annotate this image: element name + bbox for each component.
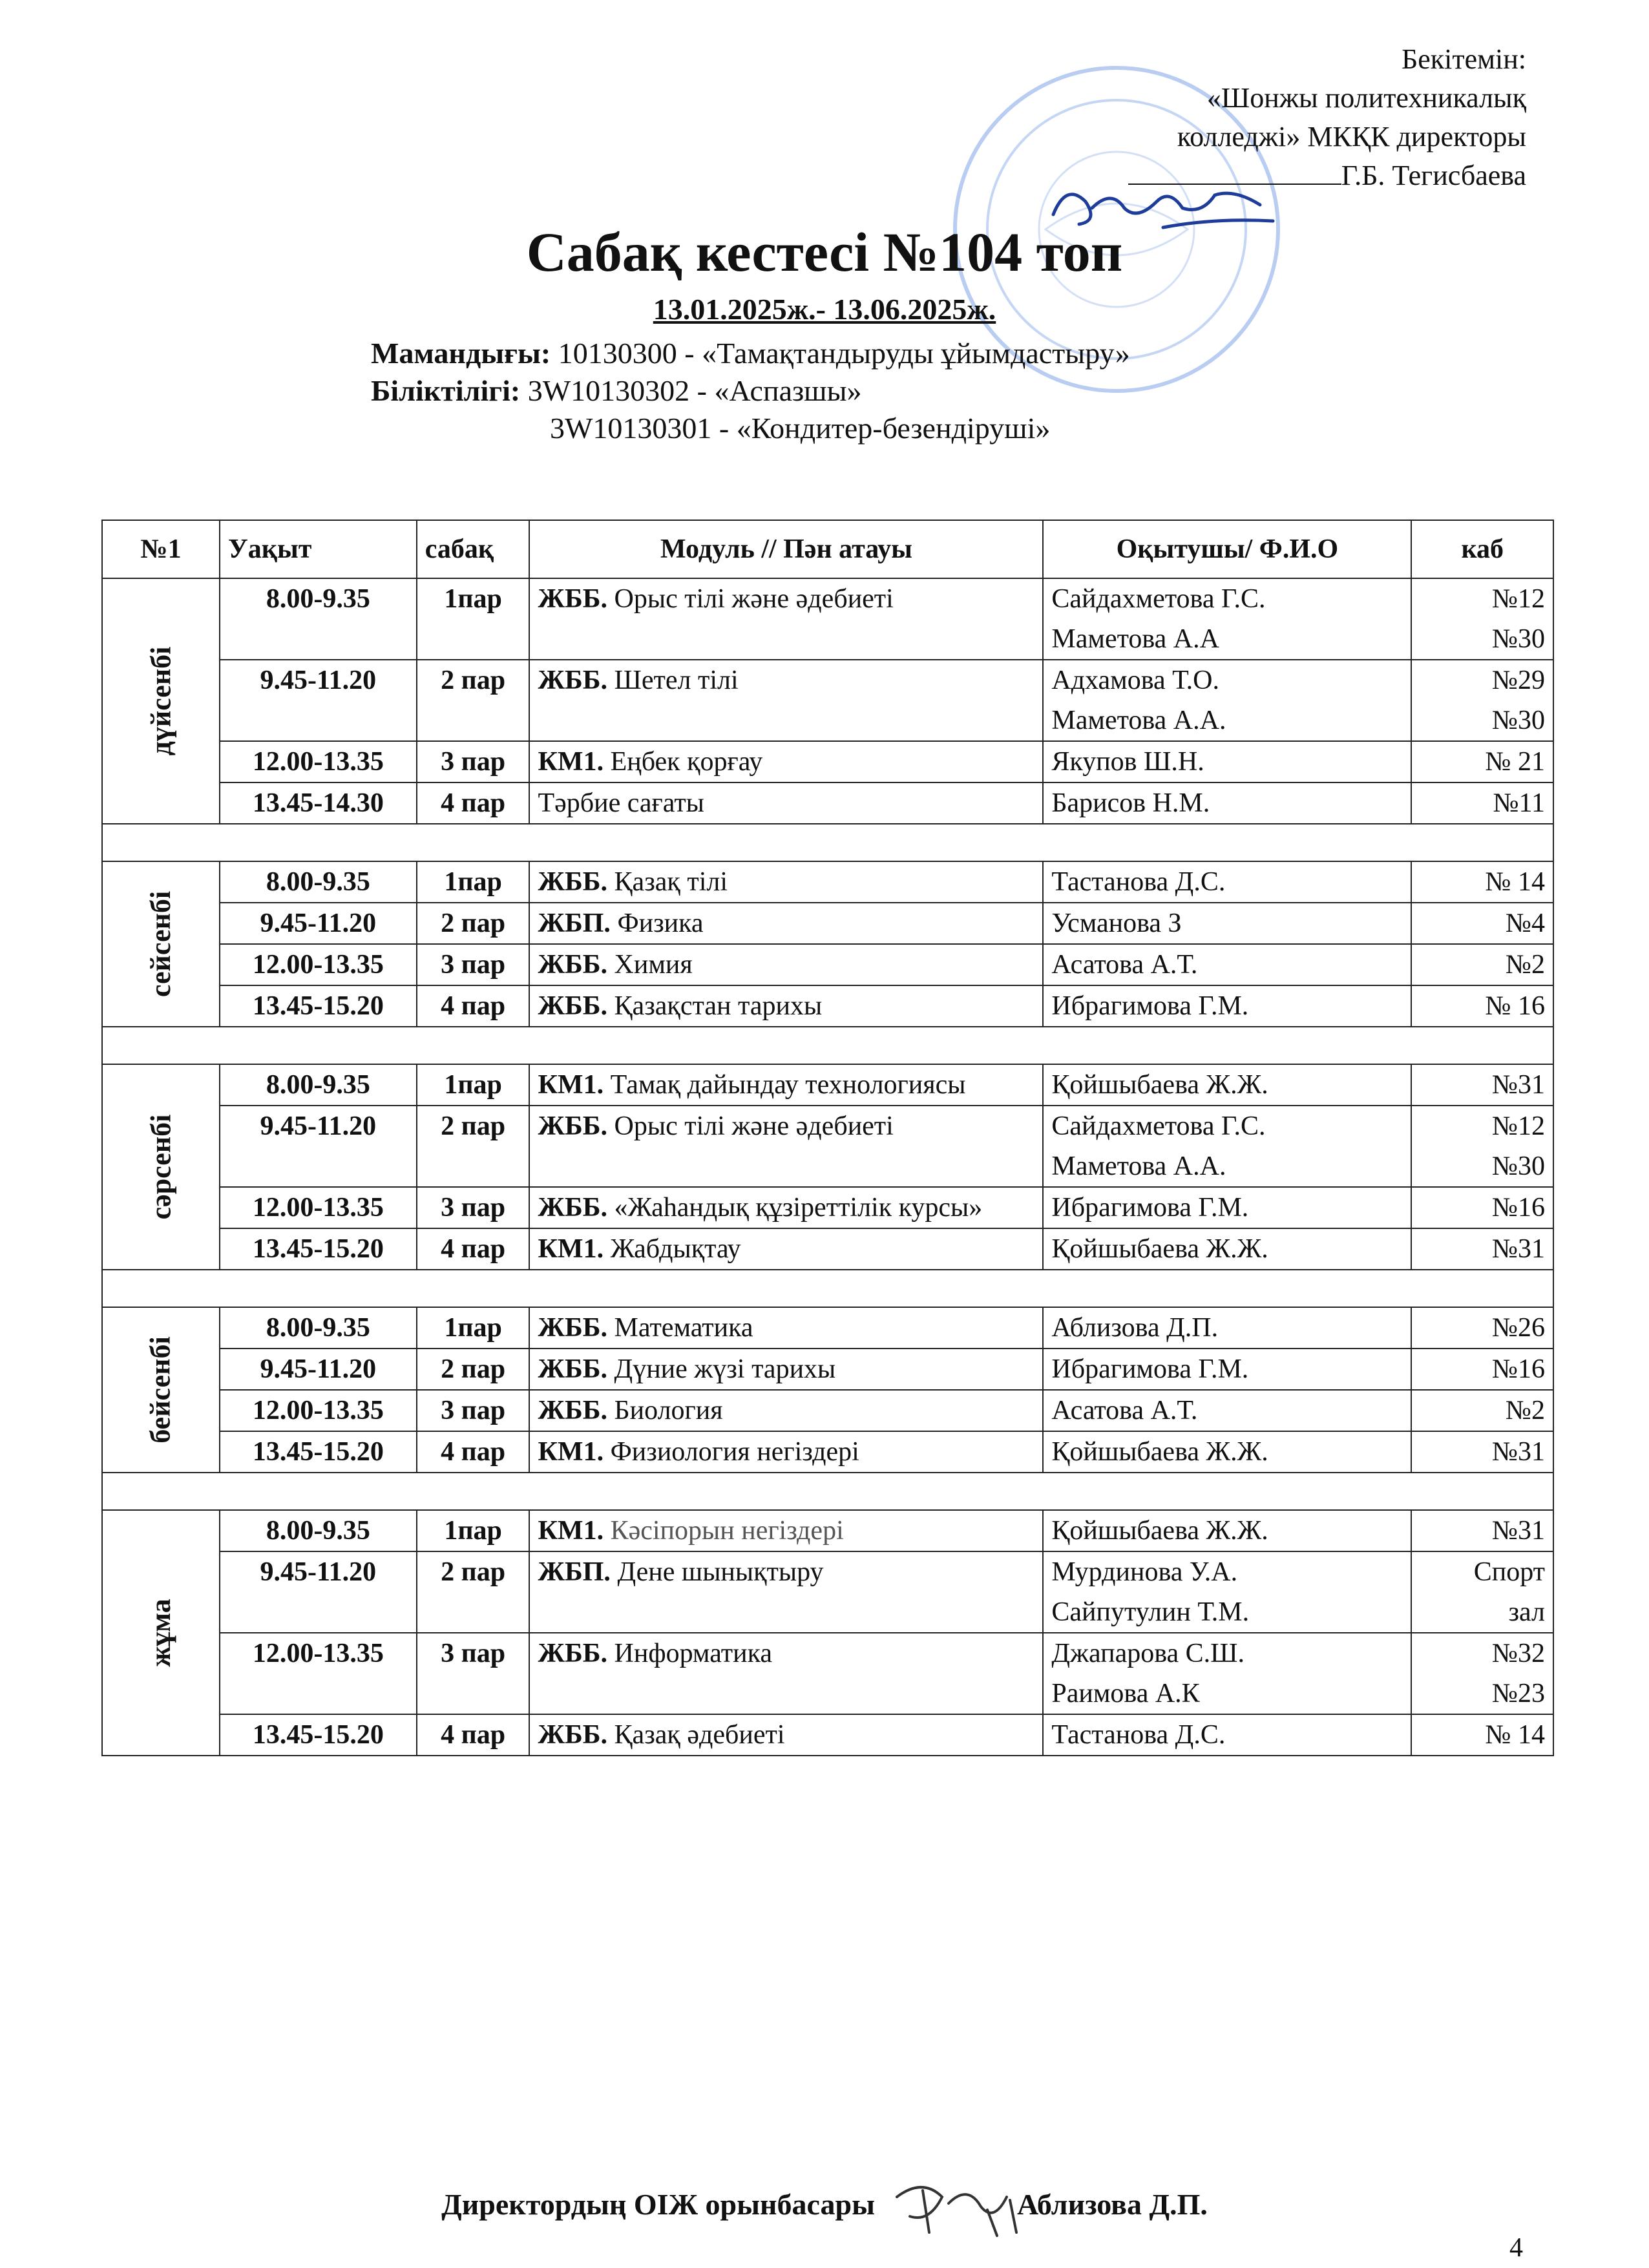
room-cell [1411, 1349, 1553, 1390]
room-cell [1411, 782, 1553, 824]
subject-cell [529, 1349, 1043, 1390]
subject-name: Орыс тілі және әдебиеті [614, 584, 894, 614]
room-cell [1411, 1431, 1553, 1473]
teacher-cell [1043, 1187, 1411, 1228]
day-cell [102, 1307, 220, 1473]
teacher-name: Қойшыбаева Ж.Ж. [1051, 1234, 1268, 1264]
time-label: 13.45-14.30 [252, 788, 384, 818]
time-label: 12.00-13.35 [252, 1193, 384, 1223]
header-teacher: Оқытушы/ Ф.И.О [1043, 520, 1411, 578]
pair-label: 3 пар [441, 1396, 506, 1425]
module-code: ЖББ. [538, 991, 608, 1021]
table-row [102, 1106, 1553, 1187]
specialty-block [371, 335, 1130, 447]
time-cell [220, 1349, 417, 1390]
pair-label: 1пар [444, 867, 502, 897]
pair-label: 3 пар [441, 950, 506, 980]
table-row [102, 1187, 1553, 1228]
teacher-name: Маметова А.А. [1051, 706, 1226, 735]
pair-label: 3 пар [441, 1639, 506, 1668]
day-separator-row [102, 1270, 1553, 1307]
subject-name: Химия [614, 950, 693, 980]
subject-cell [529, 1510, 1043, 1551]
room-cell [1411, 944, 1553, 985]
subject-cell [529, 578, 1043, 660]
subject-name: Шетел тілі [614, 666, 739, 695]
room-number: №16 [1491, 1354, 1545, 1384]
pair-cell [417, 985, 530, 1027]
pair-label: 2 пар [441, 1354, 506, 1384]
subject-cell [529, 1307, 1043, 1349]
page-number: 4 [1509, 2233, 1523, 2263]
room-cell [1411, 1187, 1553, 1228]
subject-cell [529, 741, 1043, 782]
specialty-label: Мамандығы: [371, 337, 551, 370]
room-cell [1411, 1106, 1553, 1187]
subject-cell [529, 944, 1043, 985]
time-cell [220, 660, 417, 741]
room-cell [1411, 1064, 1553, 1106]
schedule-table [101, 520, 1554, 1756]
teacher-cell [1043, 1349, 1411, 1390]
room-number: №2 [1505, 950, 1545, 980]
module-code: ЖББ. [538, 950, 608, 980]
pair-label: 4 пар [441, 1234, 506, 1264]
separator-cell [102, 1027, 1553, 1064]
pair-cell [417, 1390, 530, 1431]
teacher-cell [1043, 1714, 1411, 1756]
time-cell [220, 1307, 417, 1349]
subject-name: Тәрбие сағаты [538, 788, 704, 818]
room-number: №29 [1491, 666, 1545, 695]
time-cell [220, 782, 417, 824]
subject-name: Қазақ тілі [614, 867, 728, 897]
time-label: 9.45-11.20 [260, 908, 377, 938]
teacher-cell [1043, 1064, 1411, 1106]
qualification-label: Біліктілігі: [371, 374, 521, 407]
teacher-cell [1043, 1633, 1411, 1714]
room-number: №31 [1491, 1070, 1545, 1100]
time-label: 12.00-13.35 [252, 1396, 384, 1425]
teacher-cell [1043, 1228, 1411, 1270]
teacher-cell [1043, 782, 1411, 824]
room-number: №11 [1493, 788, 1545, 818]
time-label: 12.00-13.35 [252, 747, 384, 777]
pair-label: 2 пар [441, 1111, 506, 1141]
teacher-cell [1043, 1431, 1411, 1473]
pair-cell [417, 1714, 530, 1756]
module-code: ЖББ. [538, 1396, 608, 1425]
pair-label: 1пар [444, 1313, 502, 1343]
day-cell [102, 578, 220, 824]
footer [0, 2187, 1649, 2221]
room-number: №30 [1491, 1151, 1545, 1181]
teacher-name: Раимова А.К [1051, 1679, 1200, 1708]
module-code: КМ1. [538, 1234, 604, 1264]
teacher-cell [1043, 903, 1411, 944]
subject-cell [529, 1064, 1043, 1106]
day-cell [102, 1510, 220, 1756]
subject-name: Дене шынықтыру [617, 1557, 824, 1587]
pair-cell [417, 1349, 530, 1390]
room-cell [1411, 660, 1553, 741]
teacher-cell [1043, 1106, 1411, 1187]
room-cell [1411, 578, 1553, 660]
pair-cell [417, 1431, 530, 1473]
footer-name: Аблизова Д.П. [1017, 2188, 1208, 2221]
header-subject: Модуль // Пән атауы [529, 520, 1043, 578]
room-cell [1411, 1551, 1553, 1633]
day-separator-row [102, 1473, 1553, 1510]
time-label: 13.45-15.20 [252, 1720, 384, 1750]
subject-name: Қазақстан тарихы [614, 991, 823, 1021]
pair-cell [417, 903, 530, 944]
pair-label: 1пар [444, 584, 502, 614]
room-cell [1411, 985, 1553, 1027]
time-cell [220, 861, 417, 903]
subject-cell [529, 1187, 1043, 1228]
room-cell [1411, 1633, 1553, 1714]
room-number: №12 [1491, 584, 1545, 614]
room-number: зал [1508, 1597, 1545, 1627]
approval-line-3: колледжі» МКҚК директоры [1177, 121, 1526, 152]
room-number: №23 [1491, 1679, 1545, 1708]
time-cell [220, 1510, 417, 1551]
time-cell [220, 578, 417, 660]
director-name: Г.Б. Тегисбаева [1341, 160, 1526, 191]
table-row [102, 1349, 1553, 1390]
subject-name: «Жаһандық құзіреттілік курсы» [614, 1193, 983, 1223]
room-number: №31 [1491, 1516, 1545, 1546]
time-cell [220, 1390, 417, 1431]
separator-cell [102, 824, 1553, 861]
time-cell [220, 1106, 417, 1187]
table-row [102, 782, 1553, 824]
module-code: ЖББ. [538, 1354, 608, 1384]
pair-label: 2 пар [441, 666, 506, 695]
time-cell [220, 985, 417, 1027]
room-number: № 14 [1485, 1720, 1545, 1750]
teacher-name: Мурдинова У.А. [1051, 1557, 1238, 1587]
table-header-row [102, 520, 1553, 578]
subject-cell [529, 861, 1043, 903]
day-separator-row [102, 824, 1553, 861]
time-label: 8.00-9.35 [266, 1070, 370, 1100]
table-row [102, 1714, 1553, 1756]
room-cell [1411, 861, 1553, 903]
teacher-cell [1043, 1307, 1411, 1349]
separator-cell [102, 1473, 1553, 1510]
approval-line-2: «Шонжы политехникалық [1206, 82, 1526, 114]
time-cell [220, 1228, 417, 1270]
pair-cell [417, 1510, 530, 1551]
room-number: №26 [1491, 1313, 1545, 1343]
day-label: сейсенбі [144, 890, 176, 997]
pair-cell [417, 782, 530, 824]
time-label: 13.45-15.20 [252, 1234, 384, 1264]
table-row [102, 944, 1553, 985]
room-number: №31 [1491, 1234, 1545, 1264]
room-number: №31 [1491, 1437, 1545, 1467]
room-number: №32 [1491, 1639, 1545, 1668]
teacher-name: Сайдахметова Г.С. [1051, 1111, 1266, 1141]
deputy-signature [884, 2171, 1033, 2242]
table-row [102, 1064, 1553, 1106]
time-label: 9.45-11.20 [260, 1354, 377, 1384]
teacher-cell [1043, 1390, 1411, 1431]
subject-cell [529, 985, 1043, 1027]
room-cell [1411, 1228, 1553, 1270]
time-cell [220, 741, 417, 782]
subject-cell [529, 782, 1043, 824]
time-cell [220, 1431, 417, 1473]
pair-cell [417, 660, 530, 741]
subject-name: Жабдықтау [610, 1234, 741, 1264]
time-label: 8.00-9.35 [266, 584, 370, 614]
table-row [102, 578, 1553, 660]
teacher-name: Тастанова Д.С. [1051, 867, 1226, 897]
subject-cell [529, 903, 1043, 944]
pair-cell [417, 861, 530, 903]
teacher-name: Усманова З [1051, 908, 1182, 938]
time-label: 13.45-15.20 [252, 991, 384, 1021]
subject-cell [529, 1714, 1043, 1756]
subject-name: Информатика [614, 1639, 773, 1668]
module-code: ЖББ. [538, 666, 608, 695]
subject-name: Математика [614, 1313, 753, 1343]
room-number: № 21 [1485, 747, 1545, 777]
pair-cell [417, 1228, 530, 1270]
time-label: 8.00-9.35 [266, 1313, 370, 1343]
teacher-cell [1043, 861, 1411, 903]
table-row [102, 903, 1553, 944]
teacher-name: Джапарова С.Ш. [1051, 1639, 1245, 1668]
teacher-name: Ибрагимова Г.М. [1051, 991, 1249, 1021]
time-cell [220, 1187, 417, 1228]
table-row [102, 1307, 1553, 1349]
teacher-cell [1043, 944, 1411, 985]
module-code: ЖББ. [538, 867, 608, 897]
header-pair: сабақ [417, 520, 530, 578]
pair-label: 4 пар [441, 788, 506, 818]
room-number: № 14 [1485, 867, 1545, 897]
pair-cell [417, 741, 530, 782]
table-row [102, 1633, 1553, 1714]
pair-cell [417, 1064, 530, 1106]
time-label: 9.45-11.20 [260, 666, 377, 695]
table-row [102, 1431, 1553, 1473]
subject-name: Физиология негіздері [610, 1437, 859, 1467]
table-row [102, 1510, 1553, 1551]
table-row [102, 985, 1553, 1027]
time-label: 8.00-9.35 [266, 1516, 370, 1546]
footer-position: Директордың ОІЖ орынбасары [441, 2188, 876, 2221]
room-cell [1411, 1390, 1553, 1431]
teacher-cell [1043, 578, 1411, 660]
module-code: КМ1. [538, 1070, 604, 1100]
room-cell [1411, 903, 1553, 944]
pair-label: 3 пар [441, 1193, 506, 1223]
room-number: №4 [1505, 908, 1545, 938]
room-cell [1411, 1510, 1553, 1551]
table-row [102, 861, 1553, 903]
table-row [102, 1551, 1553, 1633]
subject-name: Физика [617, 908, 704, 938]
specialty-value: 10130300 - «Тамақтандыруды ұйымдастыру» [558, 337, 1130, 370]
table-row [102, 1390, 1553, 1431]
room-number: №30 [1491, 706, 1545, 735]
pair-label: 2 пар [441, 1557, 506, 1587]
time-cell [220, 1551, 417, 1633]
table-row [102, 660, 1553, 741]
day-cell [102, 861, 220, 1027]
subject-cell [529, 1551, 1043, 1633]
subject-name: Биология [614, 1396, 723, 1425]
module-code: ЖББ. [538, 1313, 608, 1343]
schedule-body [102, 578, 1553, 1756]
module-code: КМ1. [538, 747, 604, 777]
approval-line-1: Бекітемін: [1402, 43, 1526, 75]
subject-name: Еңбек қорғау [610, 747, 763, 777]
module-code: ЖББ. [538, 1193, 608, 1223]
separator-cell [102, 1270, 1553, 1307]
day-label: бейсенбі [144, 1336, 176, 1444]
room-number: № 16 [1485, 991, 1545, 1021]
teacher-name: Якупов Ш.Н. [1051, 747, 1204, 777]
room-cell [1411, 1714, 1553, 1756]
pair-label: 4 пар [441, 991, 506, 1021]
subject-cell [529, 1228, 1043, 1270]
time-cell [220, 944, 417, 985]
subject-name: Қазақ әдебиеті [614, 1720, 785, 1750]
teacher-name: Маметова А.А. [1051, 1151, 1226, 1181]
teacher-cell [1043, 1510, 1411, 1551]
pair-cell [417, 578, 530, 660]
time-label: 12.00-13.35 [252, 1639, 384, 1668]
module-code: ЖБП. [538, 908, 611, 938]
time-cell [220, 1714, 417, 1756]
time-cell [220, 1064, 417, 1106]
room-cell [1411, 741, 1553, 782]
pair-cell [417, 1106, 530, 1187]
time-cell [220, 1633, 417, 1714]
teacher-name: Тастанова Д.С. [1051, 1720, 1226, 1750]
time-cell [220, 903, 417, 944]
pair-label: 1пар [444, 1070, 502, 1100]
pair-label: 3 пар [441, 747, 506, 777]
pair-label: 2 пар [441, 908, 506, 938]
teacher-name: Маметова А.А [1051, 624, 1219, 654]
module-code: ЖББ. [538, 1111, 608, 1141]
pair-label: 1пар [444, 1516, 502, 1546]
pair-cell [417, 1187, 530, 1228]
day-label: дүйсенбі [144, 646, 176, 755]
room-cell [1411, 1307, 1553, 1349]
teacher-name: Сайдахметова Г.С. [1051, 584, 1266, 614]
qualification-value-1: 3W10130302 - «Аспазшы» [527, 374, 862, 407]
teacher-name: Асатова А.Т. [1051, 1396, 1198, 1425]
subject-cell [529, 1431, 1043, 1473]
time-label: 13.45-15.20 [252, 1437, 384, 1467]
teacher-cell [1043, 985, 1411, 1027]
day-label: сәрсенбі [144, 1114, 176, 1219]
teacher-name: Ибрагимова Г.М. [1051, 1193, 1249, 1223]
subject-name: Дүние жүзі тарихы [614, 1354, 836, 1384]
table-row [102, 741, 1553, 782]
teacher-name: Сайпутулин Т.М. [1051, 1597, 1250, 1627]
teacher-cell [1043, 660, 1411, 741]
table-row [102, 1228, 1553, 1270]
module-code: КМ1. [538, 1437, 604, 1467]
module-code: ЖБП. [538, 1557, 611, 1587]
teacher-cell [1043, 1551, 1411, 1633]
room-number: №2 [1505, 1396, 1545, 1425]
time-label: 9.45-11.20 [260, 1557, 377, 1587]
subject-cell [529, 1633, 1043, 1714]
day-label: жұма [144, 1598, 176, 1667]
pair-cell [417, 944, 530, 985]
time-label: 9.45-11.20 [260, 1111, 377, 1141]
subject-cell [529, 660, 1043, 741]
day-separator-row [102, 1027, 1553, 1064]
subject-cell [529, 1390, 1043, 1431]
module-code: ЖББ. [538, 1639, 608, 1668]
pair-cell [417, 1551, 530, 1633]
pair-label: 4 пар [441, 1437, 506, 1467]
subject-cell [529, 1106, 1043, 1187]
room-number: №16 [1491, 1193, 1545, 1223]
page-title: Сабақ кестесі №104 топ [526, 221, 1123, 283]
module-code: ЖББ. [538, 584, 608, 614]
room-number: №12 [1491, 1111, 1545, 1141]
room-number: Спорт [1473, 1557, 1545, 1587]
subject-name: Кәсіпорын негіздері [610, 1516, 844, 1546]
header-no: №1 [102, 520, 220, 578]
teacher-name: Аблизова Д.П. [1051, 1313, 1219, 1343]
day-cell [102, 1064, 220, 1270]
module-code: ЖББ. [538, 1720, 608, 1750]
time-label: 8.00-9.35 [266, 867, 370, 897]
teacher-name: Барисов Н.М. [1051, 788, 1210, 818]
subject-name: Тамақ дайындау технологиясы [610, 1070, 966, 1100]
teacher-name: Адхамова Т.О. [1051, 666, 1219, 695]
header-room: каб [1411, 520, 1553, 578]
time-label: 12.00-13.35 [252, 950, 384, 980]
module-code: КМ1. [538, 1516, 604, 1546]
teacher-name: Қойшыбаева Ж.Ж. [1051, 1437, 1268, 1467]
subject-name: Орыс тілі және әдебиеті [614, 1111, 894, 1141]
teacher-cell [1043, 741, 1411, 782]
room-number: №30 [1491, 624, 1545, 654]
schedule-period: 13.01.2025ж.- 13.06.2025ж. [653, 293, 996, 326]
qualification-value-2: 3W10130301 - «Кондитер-безендіруші» [550, 412, 1051, 445]
pair-label: 4 пар [441, 1720, 506, 1750]
teacher-name: Қойшыбаева Ж.Ж. [1051, 1070, 1268, 1100]
teacher-name: Ибрагимова Г.М. [1051, 1354, 1249, 1384]
teacher-name: Асатова А.Т. [1051, 950, 1198, 980]
pair-cell [417, 1307, 530, 1349]
teacher-name: Қойшыбаева Ж.Ж. [1051, 1516, 1268, 1546]
pair-cell [417, 1633, 530, 1714]
header-time: Уақыт [220, 520, 417, 578]
